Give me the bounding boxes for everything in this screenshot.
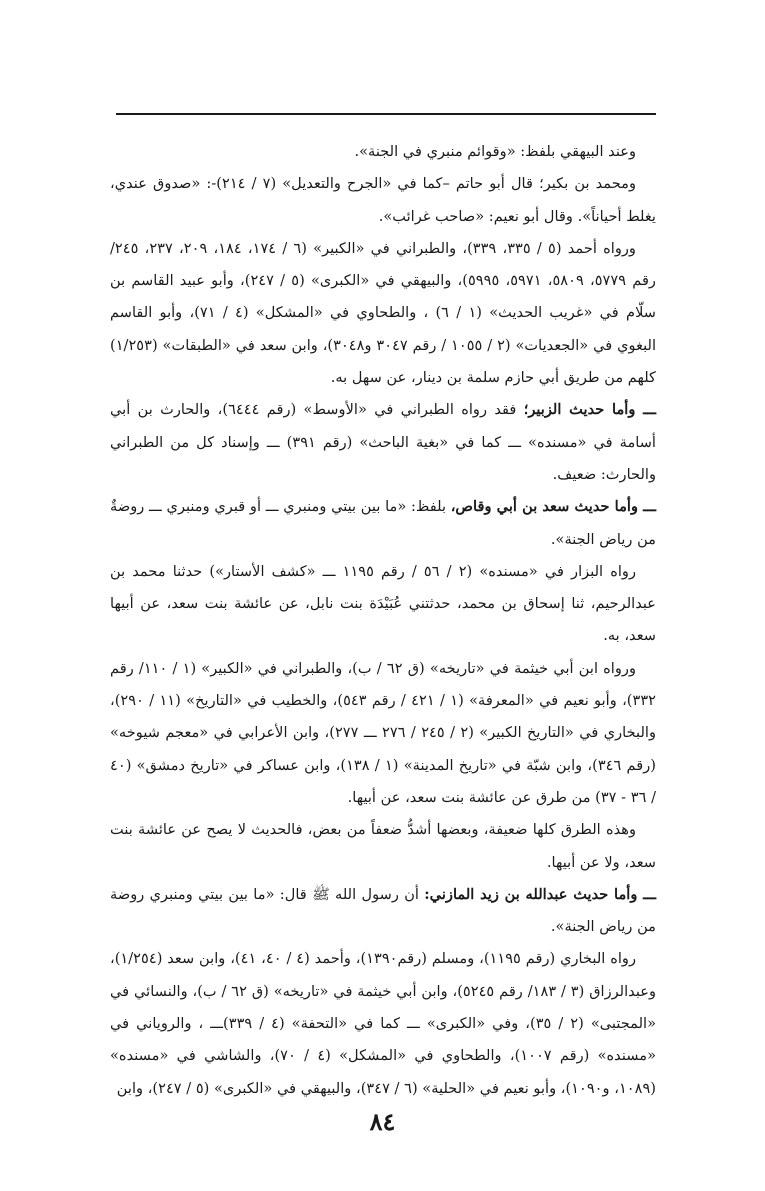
page-number: ٨٤ (369, 1107, 396, 1136)
paragraph-abdullah-bin-zayd-hadith: ـــ وأما حديث عبدالله بن زيد المازني: أن رسول الله ﷺ قال: «ما بين بيتي ومنبري روضة من رياض الجنة». (110, 885, 656, 936)
paragraph-bayhaqi-wording: وعند البيهقي بلفظ: «وقوائم منبري في الجنة». (354, 143, 636, 160)
section-heading-abdullah-bin-zayd: ـــ وأما حديث عبدالله بن زيد المازني: (424, 885, 656, 903)
section-heading-saad: ـــ وأما حديث سعد بن أبي وقاص، (450, 498, 656, 516)
page-body (110, 136, 656, 1105)
paragraph-saad-hadith: ـــ وأما حديث سعد بن أبي وقاص، بلفظ: «ما بين بيتي ومنبري ـــ أو قبري ومنبري ـــ روضةٌ من رياض الجنة». (110, 498, 656, 548)
header-rule (116, 113, 656, 115)
paragraph-ibn-abi-khaythama: ورواه ابن أبي خيثمة في «تاريخه» (ق ٦٢ / ب)، والطبراني في «الكبير» (١ / ١١٠/ رقم ٣٣٢)، وأبو نعيم في «المعرفة» (١ / ٤٢١ / رقم ٥٤٣)، والخطيب في «التاريخ» (١١ / ٢٩٠)، والبخاري في «التاريخ الكبير» (٢ / ٢٤٥ / ٢٧٦ ـــ ٢٧٧)، وابن الأعرابي في «معجم شيوخه» (رقم ٣٤٦)، وابن شبّة في «تاريخ المدينة» (١ / ١٣٨)، وابن عساكر في «تاريخ دمشق» (٤٠ / ٣٦ - ٣٧) من طرق عن عائشة بنت سعد، عن أبيها. (110, 659, 656, 806)
paragraph-ahmad-sources: ورواه أحمد (٥ / ٣٣٥، ٣٣٩)، والطبراني في «الكبير» (٦ / ١٧٤، ١٨٤، ٢٠٩، ٢٣٧، ٢٤٥/ رقم ٥٧٧٩، ٥٨٠٩، ٥٩٧١، ٥٩٩٥)، والبيهقي في «الكبرى» (٥ / ٢٤٧)، وأبو عبيد القاسم بن سلّام في «غريب الحديث» (١ / ٦) ، والطحاوي في «المشكل» (٤ / ٧١)، وأبو القاسم البغوي في «الجعديات» (٢ / ١٠٥٥ / رقم ٣٠٤٧ و٣٠٤٨)، وابن سعد في «الطبقات» (١/٢٥٣) كلهم من طريق أبي حازم سلمة بن دينار، عن سهل به. (110, 239, 657, 387)
section-heading-zubayr: ـــ وأما حديث الزبير؛ (523, 401, 656, 419)
paragraph-zubayr-hadith: ـــ وأما حديث الزبير؛ فقد رواه الطبراني في «الأوسط» (رقم ٦٤٤٤)، والحارث بن أبي أسامة في «مسنده» ـــ كما في «بغية الباحث» (رقم ٣٩١) ـــ وإسناد كل من الطبراني والحارث: ضعيف. (110, 401, 656, 483)
paragraph-bazzar: رواه البزار في «مسنده» (٢ / ٥٦ / رقم ١١٩٥ ـــ «كشف الأستار») حدثنا محمد بن عبدالرحيم، ثنا إسحاق بن محمد، حدثتني عُبَيْدَة بنت نابل، عن عائشة بنت سعد، عن أبيها سعد، به. (110, 562, 656, 645)
paragraph-bukhari-sources: رواه البخاري (رقم ١١٩٥)، ومسلم (رقم١٣٩٠)، وأحمد (٤ / ٤٠، ٤١)، وابن سعد (١/٢٥٤)، وعبدالرزاق (٣ / ١٨٣/ رقم ٥٢٤٥)، وابن أبي خيثمة في «تاريخه» (ق ٦٢ / ب)، والنسائي في «المجتبى» (٢ / ٣٥)، وفي «الكبرى» ـــ كما في «التحفة» (٤ / ٣٣٩)ـــ ، والروياني في «مسنده» (رقم ١٠٠٧)، والطحاوي في «المشكل» (٤ / ٧٠)، والشاشي في «مسنده» (١٠٨٩، و١٠٩٠)، وأبو نعيم في «الحلية» (٦ / ٣٤٧)، والبيهقي في «الكبرى» (٥ / ٢٤٧)، وابن (110, 950, 657, 1097)
paragraph-weak-routes: وهذه الطرق كلها ضعيفة، وبعضها أشدُّ ضعفاً من بعض، فالحديث لا يصح عن عائشة بنت سعد، ولا عن أبيها. (110, 821, 656, 871)
paragraph-muhammad-bin-bukayr: ومحمد بن بكير؛ قال أبو حاتم –كما في «الجرح والتعديل» (٧ / ٢١٤)-: «صدوق عندي، يغلط أحياناً». وقال أبو نعيم: «صاحب غرائب». (110, 175, 656, 225)
